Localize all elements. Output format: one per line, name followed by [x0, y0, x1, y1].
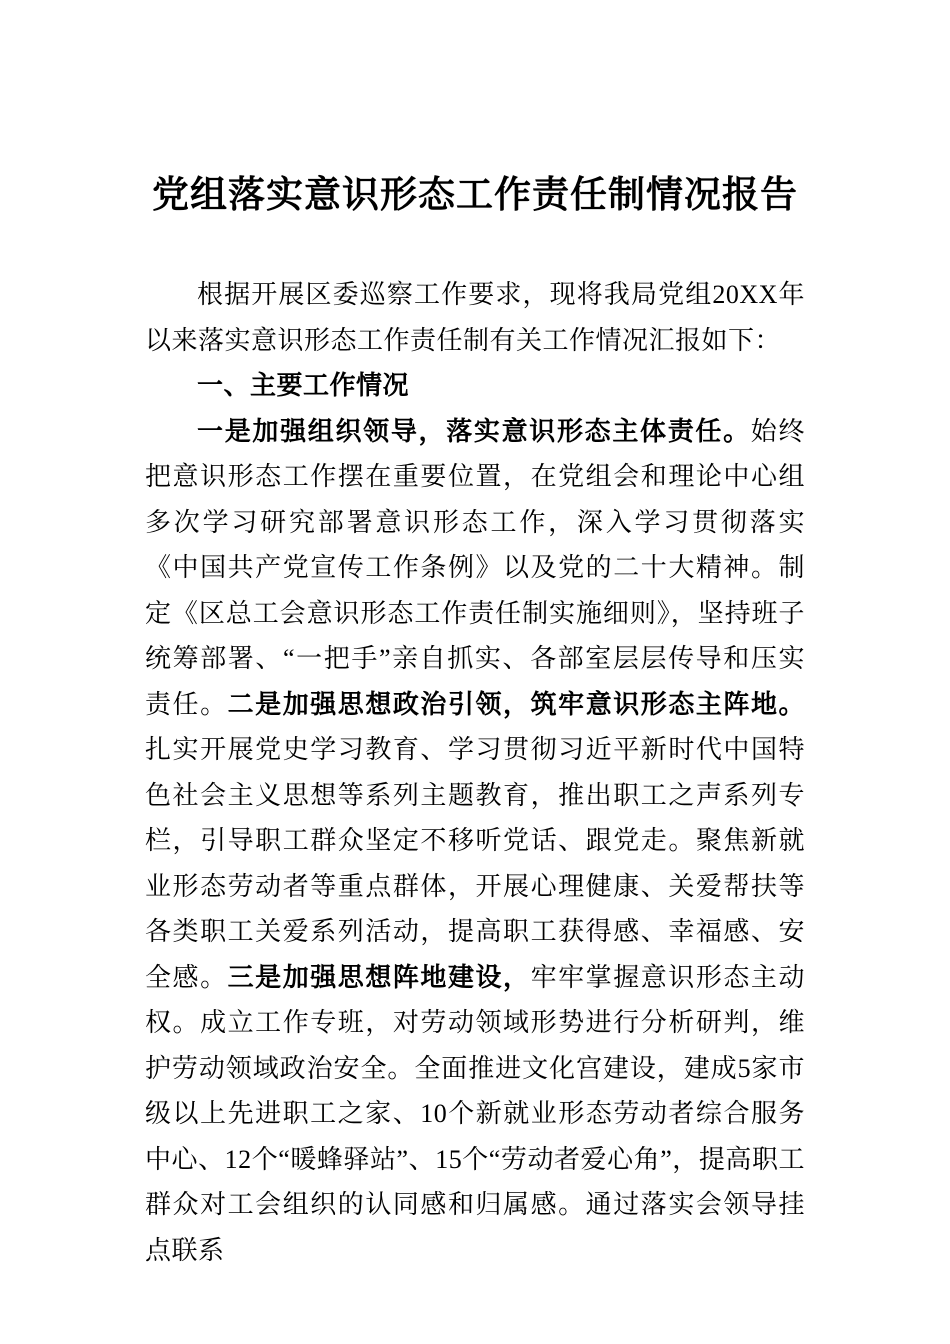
section-heading-text: 一、主要工作情况 — [197, 370, 410, 401]
run-point-one-lead: 一是加强组织领导，落实意识形态主体责任。 — [197, 415, 751, 446]
run-point-two-body: 扎实开展党史学习教育、学习贯彻习近平新时代中国特色社会主义思想等系列主题教育，推出职工之声系列专栏，引导职工群众坚定不移听党话、跟党走。聚焦新就业形态劳动者等重点群体，开展心理健康、关爱帮扶等各类职工关爱系列活动，提高职工获得感、幸福感、安全感。 — [145, 735, 805, 992]
intro-text: 根据开展区委巡察工作要求，现将我局党组20XX年以来落实意识形态工作责任制有关工作情况汇报如下： — [145, 280, 805, 355]
paragraph-main — [145, 409, 805, 1274]
run-point-two-lead: 二是加强思想政治引领，筑牢意识形态主阵地。 — [227, 688, 805, 719]
document-title: 党组落实意识形态工作责任制情况报告 — [152, 175, 798, 216]
run-point-one-body: 始终把意识形态工作摆在重要位置，在党组会和理论中心组多次学习研究部署意识形态工作，深入学习贯彻落实《中国共产党宣传工作条例》以及党的二十大精神。制定《区总工会意识形态工作责任制实施细则》，坚持班子统筹部署、“一把手”亲自抓实、各部室层层传导和压实责任。 — [145, 416, 805, 719]
paragraph-intro — [145, 272, 805, 363]
section-heading — [145, 363, 805, 409]
run-point-three-body: 牢牢掌握意识形态主动权。成立工作专班，对劳动领域形势进行分析研判，维护劳动领域政治安全。全面推进文化宫建设，建成5家市级以上先进职工之家、10个新就业形态劳动者综合服务中心、12个“暖蜂驿站”、15个“劳动者爱心角”，提高职工群众对工会组织的认同感和归属感。通过落实会领导挂点联系 — [145, 962, 805, 1265]
run-point-three-lead: 三是加强思想阵地建设， — [227, 961, 531, 992]
